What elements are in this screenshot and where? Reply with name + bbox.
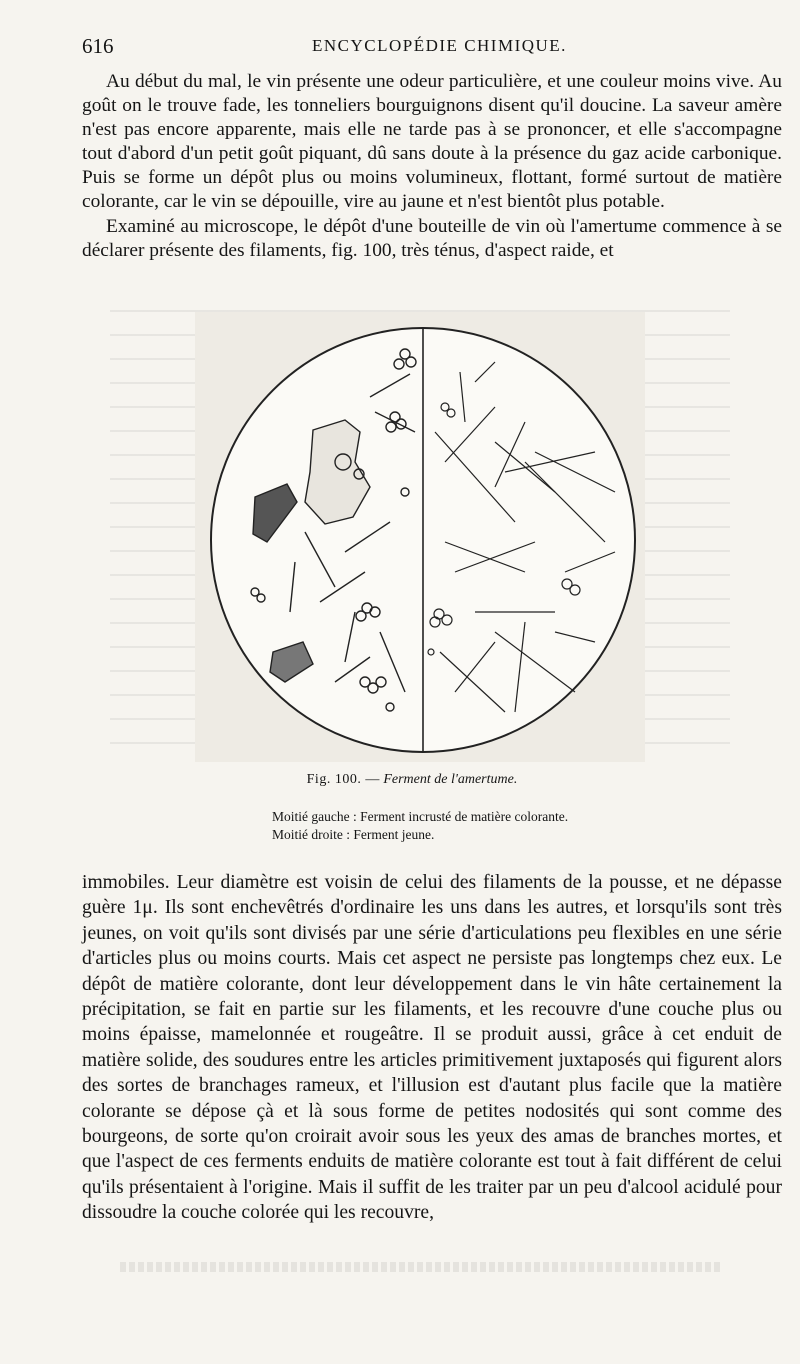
paragraph-onset: Au début du mal, le vin présente une odeur particulière, et une couleur moins vive. Au goût on le trouve fade, les tonneliers bourguignons disent qu'il doucine. La saveur amère n'est pas encore apparente, mais elle ne tarde pas à se prononcer, et elle s'accompagne tout d'abord d'un petit goût piquant, dû sans doute à la présence du gaz acide carbonique. Puis se forme un dépôt plus ou moins volumineux, flottant, formé surtout de matière colorante, car le vin se dépouille, vire au jaune et n'est bientôt plus potable.	[82, 71, 782, 213]
figure-title: Ferment de l'amertume.	[383, 772, 518, 787]
figure-illustration	[195, 312, 645, 762]
running-head	[82, 34, 762, 58]
bottom-text	[82, 870, 782, 1226]
microscope-field-drawing	[195, 312, 645, 762]
page-number: 616	[82, 34, 114, 58]
figure-legend	[272, 808, 568, 844]
show-through-footer	[120, 1262, 720, 1272]
legend-left-half: Moitié gauche : Ferment incrusté de matière colorante.	[272, 809, 569, 824]
top-text	[82, 70, 782, 263]
figure-label: Fig. 100. —	[306, 772, 380, 787]
paragraph-filaments: immobiles. Leur diamètre est voisin de celui des filaments de la pousse, et ne dépasse guère 1μ. Ils sont enchevêtrés d'ordinaire les uns dans les autres, et lorsqu'ils sont très jeunes, on voit qu'ils sont divisés par une série d'articulations peu flexibles en une série d'articles plus ou moins courts. Mais cet aspect ne persiste pas longtemps chez eux. Le dépôt de matière colorante, dont leur développement dans le vin hâte certainement la précipitation, se fait en partie sur les filaments, et les recouvre d'une couche plus ou moins épaisse, mamelonnée et rougeâtre. Il se produit aussi, grâce à cet enduit de matière solide, des soudures entre les articles primitivement juxtaposés qui figurent alors des sortes de branchages rameux, et l'illusion est d'autant plus facile que la matière colorante se dépose çà et là sous forme de petites nodosités qui sont comme des bourgeons, de sorte qu'on croirait avoir sous les yeux des amas de branches mortes, et que l'aspect de ces ferments enduits de matière colorante est tout à fait différent de celui qu'ils présentaient à l'origine. Mais il suffit de les traiter par un peu d'alcool acidulé pour dissoudre la couche colorée qui les recouvre,	[82, 872, 782, 1224]
paragraph-microscope: Examiné au microscope, le dépôt d'une bouteille de vin où l'amertume commence à se déclarer présente des filaments, fig. 100, très ténus, d'aspect raide, et	[82, 215, 782, 261]
legend-right-half: Moitié droite : Ferment jeune.	[272, 827, 435, 842]
figure-caption	[82, 772, 742, 788]
running-title: ENCYCLOPÉDIE CHIMIQUE.	[312, 36, 567, 55]
